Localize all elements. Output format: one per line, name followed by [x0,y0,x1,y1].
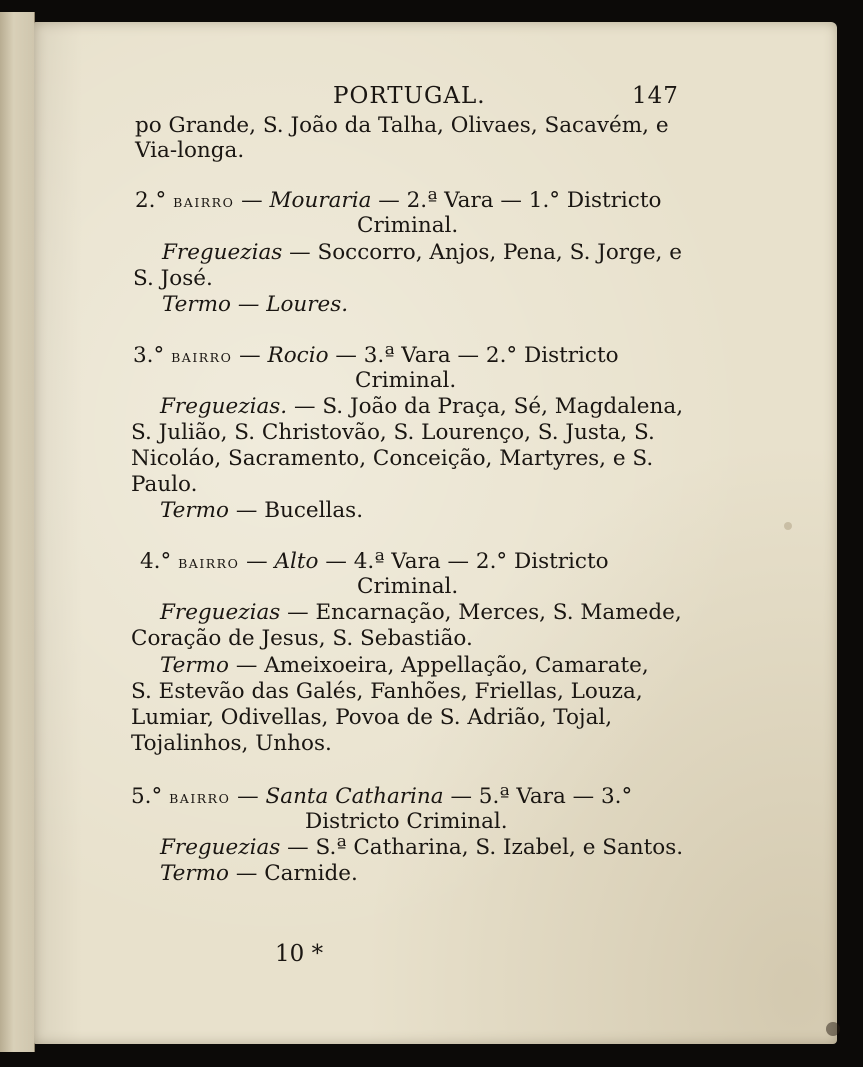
freguezias-line: Coração de Jesus, S. Sebastião. [131,626,473,651]
bairro-name: Mouraria [269,188,372,213]
freguezias-line: Freguezias. — S. João da Praça, Sé, Magdalena, [160,394,684,419]
page-number: 147 [632,83,679,109]
section-heading: 5.° BAIRRO — Santa Catharina — 5.ª Vara — 3.° [131,784,633,809]
section-heading: 2.° BAIRRO — Mouraria — 2.ª Vara — 1.° Districto [135,188,662,213]
page-stain [826,1022,840,1036]
termo-line: S. Estevão das Galés, Fanhões, Friellas, Louza, [131,679,643,704]
termo-line: Termo — Ameixoeira, Appellação, Camarate, [160,653,649,678]
section-heading-continued: Criminal. [355,368,457,393]
freguezias-line: Freguezias — S.ª Catharina, S. Izabel, e Santos. [160,835,684,860]
intro-line: po Grande, S. João da Talha, Olivaes, Sacavém, e [135,113,669,138]
section-heading: 4.° BAIRRO — Alto — 4.ª Vara — 2.° Districto [140,549,609,574]
section-heading-continued: Districto Criminal. [305,809,508,834]
termo-line: Lumiar, Odivellas, Povoa de S. Adrião, Tojal, [131,705,613,730]
termo-line: Termo — Bucellas. [160,498,364,523]
termo-line: Tojalinhos, Unhos. [131,731,332,756]
page-stain [784,522,792,530]
bairro-name: Santa Catharina [265,784,444,809]
termo-line: Termo — Loures. [162,292,349,317]
section-heading-continued: Criminal. [357,574,459,599]
intro-line: Via-longa. [135,138,245,163]
freguezias-line: S. Julião, S. Christovão, S. Lourenço, S. Justa, S. [131,420,655,445]
section-heading: 3.° BAIRRO — Rocio — 3.ª Vara — 2.° Districto [133,343,619,368]
running-header: PORTUGAL. [333,83,486,109]
signature-mark: 10 * [275,941,324,967]
termo-line: Termo — Carnide. [160,861,358,886]
freguezias-line: S. José. [133,266,213,291]
freguezias-line: Nicoláo, Sacramento, Conceição, Martyres, e S. [131,446,654,471]
bairro-name: Alto [274,549,319,574]
previous-page-edge [0,12,35,1052]
book-page [34,22,837,1044]
freguezias-line: Freguezias — Soccorro, Anjos, Pena, S. Jorge, e [162,240,682,265]
bairro-name: Rocio [267,343,329,368]
freguezias-line: Paulo. [131,472,198,497]
freguezias-line: Freguezias — Encarnação, Merces, S. Mamede, [160,600,682,625]
section-heading-continued: Criminal. [357,213,459,238]
